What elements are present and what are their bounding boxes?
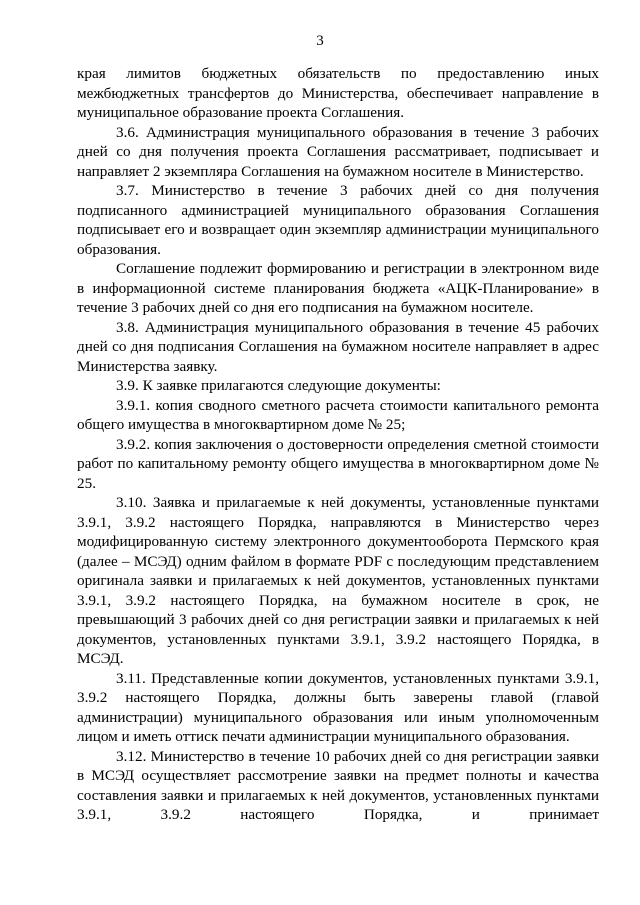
paragraph-3-9-2: 3.9.2. копия заключения о достоверности определения сметной стоимости работ по капитальному ремонту общего имущества в многоквартирном доме № 25.	[77, 435, 599, 492]
paragraph-3-9-1: 3.9.1. копия сводного сметного расчета стоимости капитального ремонта общего имущества в многоквартирном доме № 25;	[77, 396, 599, 433]
paragraph-3-12: 3.12. Министерство в течение 10 рабочих дней со дня регистрации заявки в МСЭД осуществляет рассмотрение заявки на предмет полноты и качества составления заявки и прилагаемых к ней документов, установленных пунктами 3.9.1, 3.9.2 настоящего Порядка, и принимает	[77, 747, 599, 823]
paragraph-intro: края лимитов бюджетных обязательств по предоставлению иных межбюджетных трансфертов до Министерства, обеспечивает направление в муниципальное образование проекта Соглашения.	[77, 65, 599, 121]
paragraph-3-9: 3.9. К заявке прилагаются следующие документы:	[116, 377, 441, 394]
paragraph-3-8: 3.8. Администрация муниципального образования в течение 45 рабочих дней со дня подписания Соглашения на бумажном носителе направляет в адрес Министерства заявку.	[77, 318, 599, 375]
paragraph-3-7: 3.7. Министерство в течение 3 рабочих дней со дня получения подписанного администрацией муниципального образования Соглашения подписывает его и возвращает один экземпляр администрации муниципального образования.	[77, 182, 599, 258]
paragraph-3-11: 3.11. Представленные копии документов, установленных пунктами 3.9.1, 3.9.2 настоящего Порядка, должны быть заверены главой (главой администрации) муниципального образования или иным уполномоченным лицом и иметь оттиск печати администрации муниципального образования.	[77, 669, 599, 745]
paragraph-agreement-registration: Соглашение подлежит формированию и регистрации в электронном виде в информационной системе планирования бюджета «АЦК-Планирование» в течение 3 рабочих дней со дня его подписания на бумажном носителе.	[77, 260, 599, 316]
paragraph-3-10: 3.10. Заявка и прилагаемые к ней документы, установленные пунктами 3.9.1, 3.9.2 настоящего Порядка, направляются в Министерство через модифицированную систему электронного документооборота Пермского края (далее – МСЭД) одним файлом в формате PDF с последующим представлением оригинала заявки и прилагаемых к ней документов, установленных пунктами 3.9.1, 3.9.2 настоящего Порядка, на бумажном носителе в срок, не превышающий 3 рабочих дней со дня регистрации заявки и прилагаемых к ней документов, установленных пунктами 3.9.1, 3.9.2 настоящего Порядка, в МСЭД.	[77, 494, 599, 667]
page-number: 3	[316, 33, 324, 49]
paragraph-3-6: 3.6. Администрация муниципального образования в течение 3 рабочих дней со дня получения проекта Соглашения рассматривает, подписывает и направляет 2 экземпляра Соглашения на бумажном носителе в Министерство.	[77, 123, 599, 180]
document-body	[77, 64, 599, 825]
